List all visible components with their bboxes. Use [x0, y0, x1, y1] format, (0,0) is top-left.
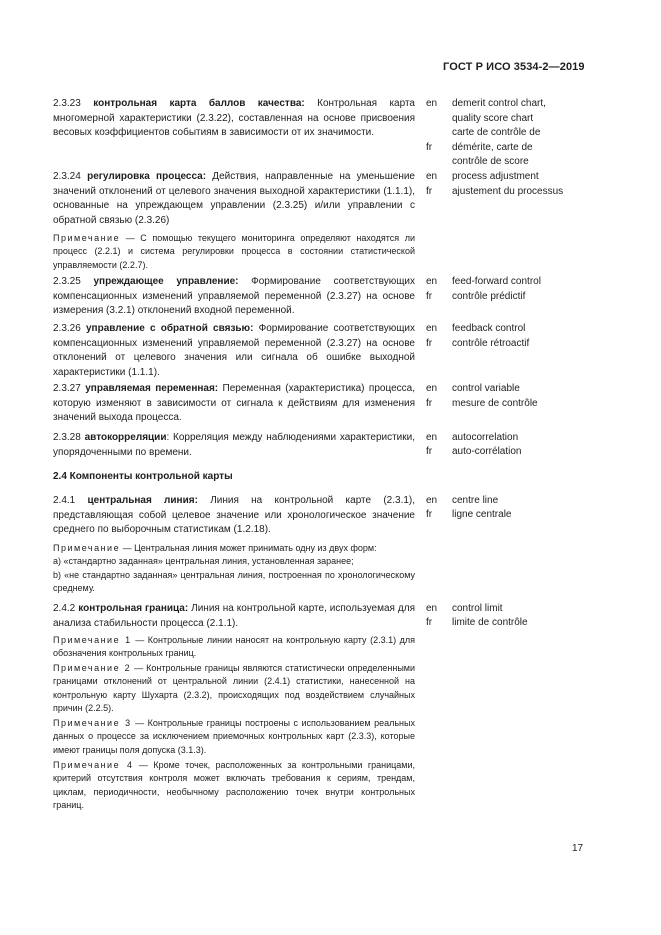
- term-fr: mesure de contrôle: [452, 398, 538, 409]
- lang-code-fr: fr: [426, 446, 433, 457]
- lang-code-en: en: [426, 432, 438, 443]
- document-header: ГОСТ Р ИСО 3534-2—2019: [443, 61, 585, 73]
- lang-code-fr: fr: [426, 509, 433, 520]
- term-entry-2-3-27: [53, 382, 415, 426]
- term-entry-2-4-2: [53, 602, 415, 631]
- note-item-a: а) «стандартно заданная» центральная линия, установленная заранее;: [53, 556, 354, 567]
- term-en: feedback control: [452, 323, 526, 334]
- term-name: автокорреляции: [84, 432, 167, 443]
- note-item-b: b) «не стандартно заданная» центральная линия, построенная по хронологическому среднему.: [53, 569, 415, 594]
- term-entry-2-3-26: [53, 322, 415, 380]
- term-number: 2.3.26: [53, 323, 81, 334]
- note-text: — Кроме точек, расположенных за контрольными границами, критерий отсутствия контроля может включать требования к сериям, трендам, циклам, периодичности, необычному расположению точек внутри контрольных границ.: [53, 760, 415, 811]
- term-entry-2-3-28: [53, 431, 415, 460]
- note-label: Примечание: [53, 233, 121, 243]
- lang-code-fr: fr: [426, 398, 433, 409]
- term-en: control variable: [452, 383, 520, 394]
- note-2-4-2-4: [53, 759, 415, 813]
- lang-code-fr: fr: [426, 338, 433, 349]
- lang-code-en: en: [426, 276, 438, 287]
- term-en: demerit control chart, quality score chart: [452, 98, 546, 124]
- note-label: Примечание 2: [53, 663, 132, 673]
- lang-code-en: en: [426, 495, 438, 506]
- term-number: 2.3.24: [53, 171, 81, 182]
- note-label: Примечание 3: [53, 718, 132, 728]
- term-definition: Линия на контрольной карте (2.3.1), представляющая собой целевое значение или хронологическое значение среднего по выборочным статистикам (1.2.18).: [53, 495, 416, 536]
- term-fr: contrôle rétroactif: [452, 338, 530, 349]
- term-entry-2-3-23: [53, 97, 415, 141]
- lang-code-en: en: [426, 603, 438, 614]
- term-en: autocorrelation: [452, 432, 519, 443]
- term-number: 2.4.1: [53, 495, 76, 506]
- term-name: контрольная граница:: [78, 603, 189, 614]
- term-number: 2.4.2: [53, 603, 76, 614]
- term-fr: ajustement du processus: [452, 186, 564, 197]
- lang-code-fr: fr: [426, 291, 433, 302]
- note-2-3-24: [53, 232, 415, 272]
- note-text: — С помощью текущего мониторинга определяют находятся ли процесс (2.2.1) и система регулировки процесса в состоянии статистической управляемости (2.2.7).: [53, 233, 415, 270]
- term-name: регулировка процесса:: [87, 171, 207, 182]
- lang-code-fr: fr: [426, 186, 433, 197]
- term-fr: carte de contrôle de démérite, carte de contrôle de score: [452, 127, 541, 168]
- note-2-4-2-2: [53, 662, 415, 716]
- term-name: упреждающее управление:: [93, 276, 239, 287]
- note-2-4-2-3: [53, 717, 415, 757]
- term-number: 2.3.25: [53, 276, 81, 287]
- note-label: Примечание 1: [53, 635, 132, 645]
- note-label: Примечание 4: [53, 760, 134, 770]
- note-label: Примечание: [53, 543, 121, 553]
- term-name: центральная линия:: [87, 495, 198, 506]
- term-definition: : Корреляция между наблюдениями характеристики, упорядоченными по времени.: [53, 432, 416, 458]
- note-text: — Контрольные линии наносят на контрольную карту (2.3.1) для обозначения контрольных границ.: [53, 635, 416, 659]
- term-en: process adjustment: [452, 171, 539, 182]
- term-en: control limit: [452, 603, 503, 614]
- term-number: 2.3.28: [53, 432, 81, 443]
- term-en: centre line: [452, 495, 499, 506]
- term-fr: contrôle prédictif: [452, 291, 526, 302]
- term-definition: Переменная (характеристика) процесса, которую изменяют в зависимости от сигнала к действиям для изменения значений выхода процесса.: [53, 383, 415, 424]
- note-text: — Контрольные границы построены с использованием реальных данных о процессе за исключением приемочных контрольных карт (2.3.3), которые имеют границы поля допуска (3.1.3).: [53, 718, 415, 755]
- lang-code-en: en: [426, 323, 438, 334]
- term-fr: limite de contrôle: [452, 617, 528, 628]
- term-number: 2.3.27: [53, 383, 81, 394]
- page-number: 17: [572, 843, 584, 854]
- term-fr: ligne centrale: [452, 509, 512, 520]
- term-entry-2-3-24: [53, 170, 415, 228]
- term-definition: Линия на контрольной карте, используемая для анализа стабильности процесса (2.1.1).: [53, 603, 416, 629]
- term-name: управление с обратной связью:: [85, 323, 254, 334]
- term-name: контрольная карта баллов качества:: [93, 98, 305, 109]
- note-2-4-1: [53, 542, 415, 596]
- term-definition: Формирование соответствующих компенсационных изменений управляемой переменной (2.3.27) на основе измерения (3.2.1) отклонений входной переменной.: [53, 276, 416, 317]
- section-heading: 2.4 Компоненты контрольной карты: [53, 471, 233, 482]
- term-name: управляемая переменная:: [85, 383, 219, 394]
- term-definition: Формирование соответствующих компенсационных изменений управляемой переменной (2.3.27) на основе отклонений от целевого значения или сигнала об ошибке выходной характеристики (1.1.1).: [53, 323, 416, 378]
- term-fr: auto-corrélation: [452, 446, 522, 457]
- term-definition: Действия, направленные на уменьшение значений отклонений от целевого значения выходной характеристики (1.1.1), основанные на упреждающем управлении (2.3.25) и/или управлении с обратной связью (2.3.26): [53, 171, 415, 226]
- note-2-4-2-1: [53, 634, 415, 661]
- term-entry-2-4-1: [53, 494, 415, 538]
- lang-code-en: en: [426, 171, 438, 182]
- lang-code-fr: fr: [426, 142, 433, 153]
- lang-code-en: en: [426, 383, 438, 394]
- note-text: — Центральная линия может принимать одну из двух форм:: [120, 543, 377, 553]
- term-entry-2-3-25: [53, 275, 415, 319]
- term-number: 2.3.23: [53, 98, 81, 109]
- term-definition: Контрольная карта многомерной характеристики (2.3.22), составленная на основе присвоения весовых коэффициентов событиям в зависимости от их значимости.: [53, 98, 415, 139]
- lang-code-en: en: [426, 98, 438, 109]
- lang-code-fr: fr: [426, 617, 433, 628]
- note-text: — Контрольные границы являются статистически определенными границами отклонений от центральной линии (2.4.1) статистики, нанесенной на контрольную карту Шухарта (2.3.2), происходящих под воздействием случайных причин (2.2.5).: [53, 663, 415, 714]
- term-en: feed-forward control: [452, 276, 541, 287]
